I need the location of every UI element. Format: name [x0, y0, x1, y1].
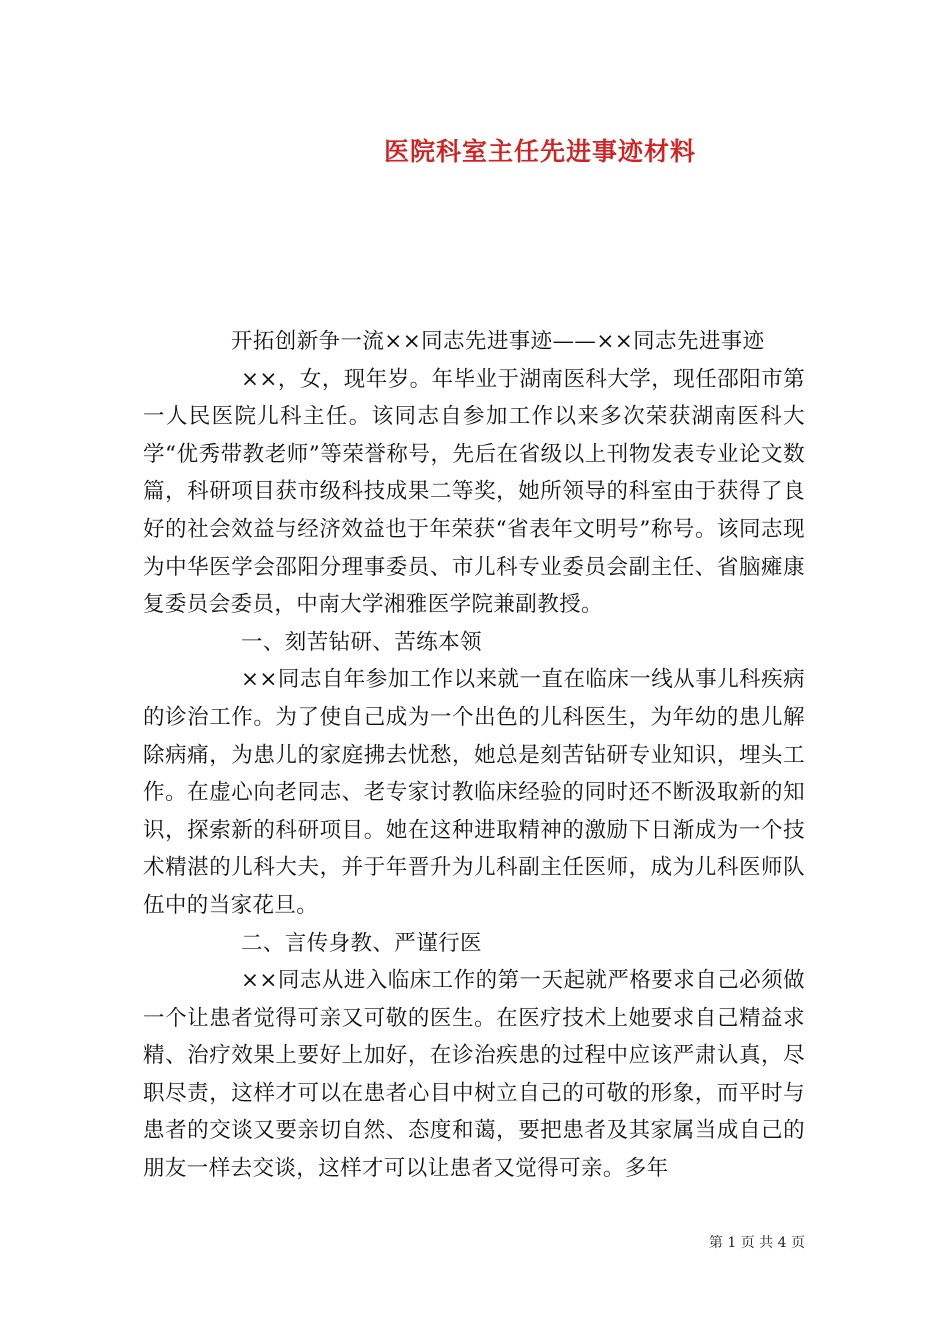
section-heading-2: 二、言传身教、严谨行医 [241, 930, 482, 956]
lead-line: 开拓创新争一流××同志先进事迹——××同志先进事迹 [231, 329, 765, 354]
section-1-paragraph: ××同志自年参加工作以来就一直在临床一线从事儿科疾病的诊治工作。为了使自己成为一个出色的儿科医生，为年幼的患儿解除病痛，为患儿的家庭拂去忧愁，她总是刻苦钻研专业知识，埋头工作。在虚心向老同志、老专家讨教临床经验的同时还不断汲取新的知识，探索新的科研项目。她在这种进取精神的激励下日渐成为一个技术精湛的儿科大夫，并于年晋升为儿科副主任医师，成为儿科医师队伍中的当家花旦。 [143, 667, 805, 918]
page-number-footer: 第 1 页 共 4 页 [708, 1235, 805, 1251]
section-2-paragraph: ××同志从进入临床工作的第一天起就严格要求自己必须做一个让患者觉得可亲又可敬的医生。在医疗技术上她要求自己精益求精、治疗效果上要好上加好，在诊治疾患的过程中应该严肃认真，尽职尽责，这样才可以在患者心目中树立自己的可敬的形象，而平时与患者的交谈又要亲切自然、态度和蔼，要把患者及其家属当成自己的朋友一样去交谈，这样才可以让患者又觉得可亲。多年 [143, 968, 805, 1182]
document-body [143, 323, 805, 1188]
intro-paragraph: ××，女，现年岁。年毕业于湖南医科大学，现任邵阳市第一人民医院儿科主任。该同志自参加工作以来多次荣获湖南医科大学“优秀带教老师”等荣誉称号，先后在省级以上刊物发表专业论文数篇，科研项目获市级科技成果二等奖，她所领导的科室由于获得了良好的社会效益与经济效益也于年荣获“省表年文明号”称号。该同志现为中华医学会邵阳分理事委员、市儿科专业委员会副主任、省脑瘫康复委员会委员，中南大学湘雅医学院兼副教授。 [143, 366, 805, 618]
section-heading-1: 一、刻苦钻研、苦练本领 [241, 629, 482, 655]
document-title: 医院科室主任先进事迹材料 [383, 137, 696, 166]
